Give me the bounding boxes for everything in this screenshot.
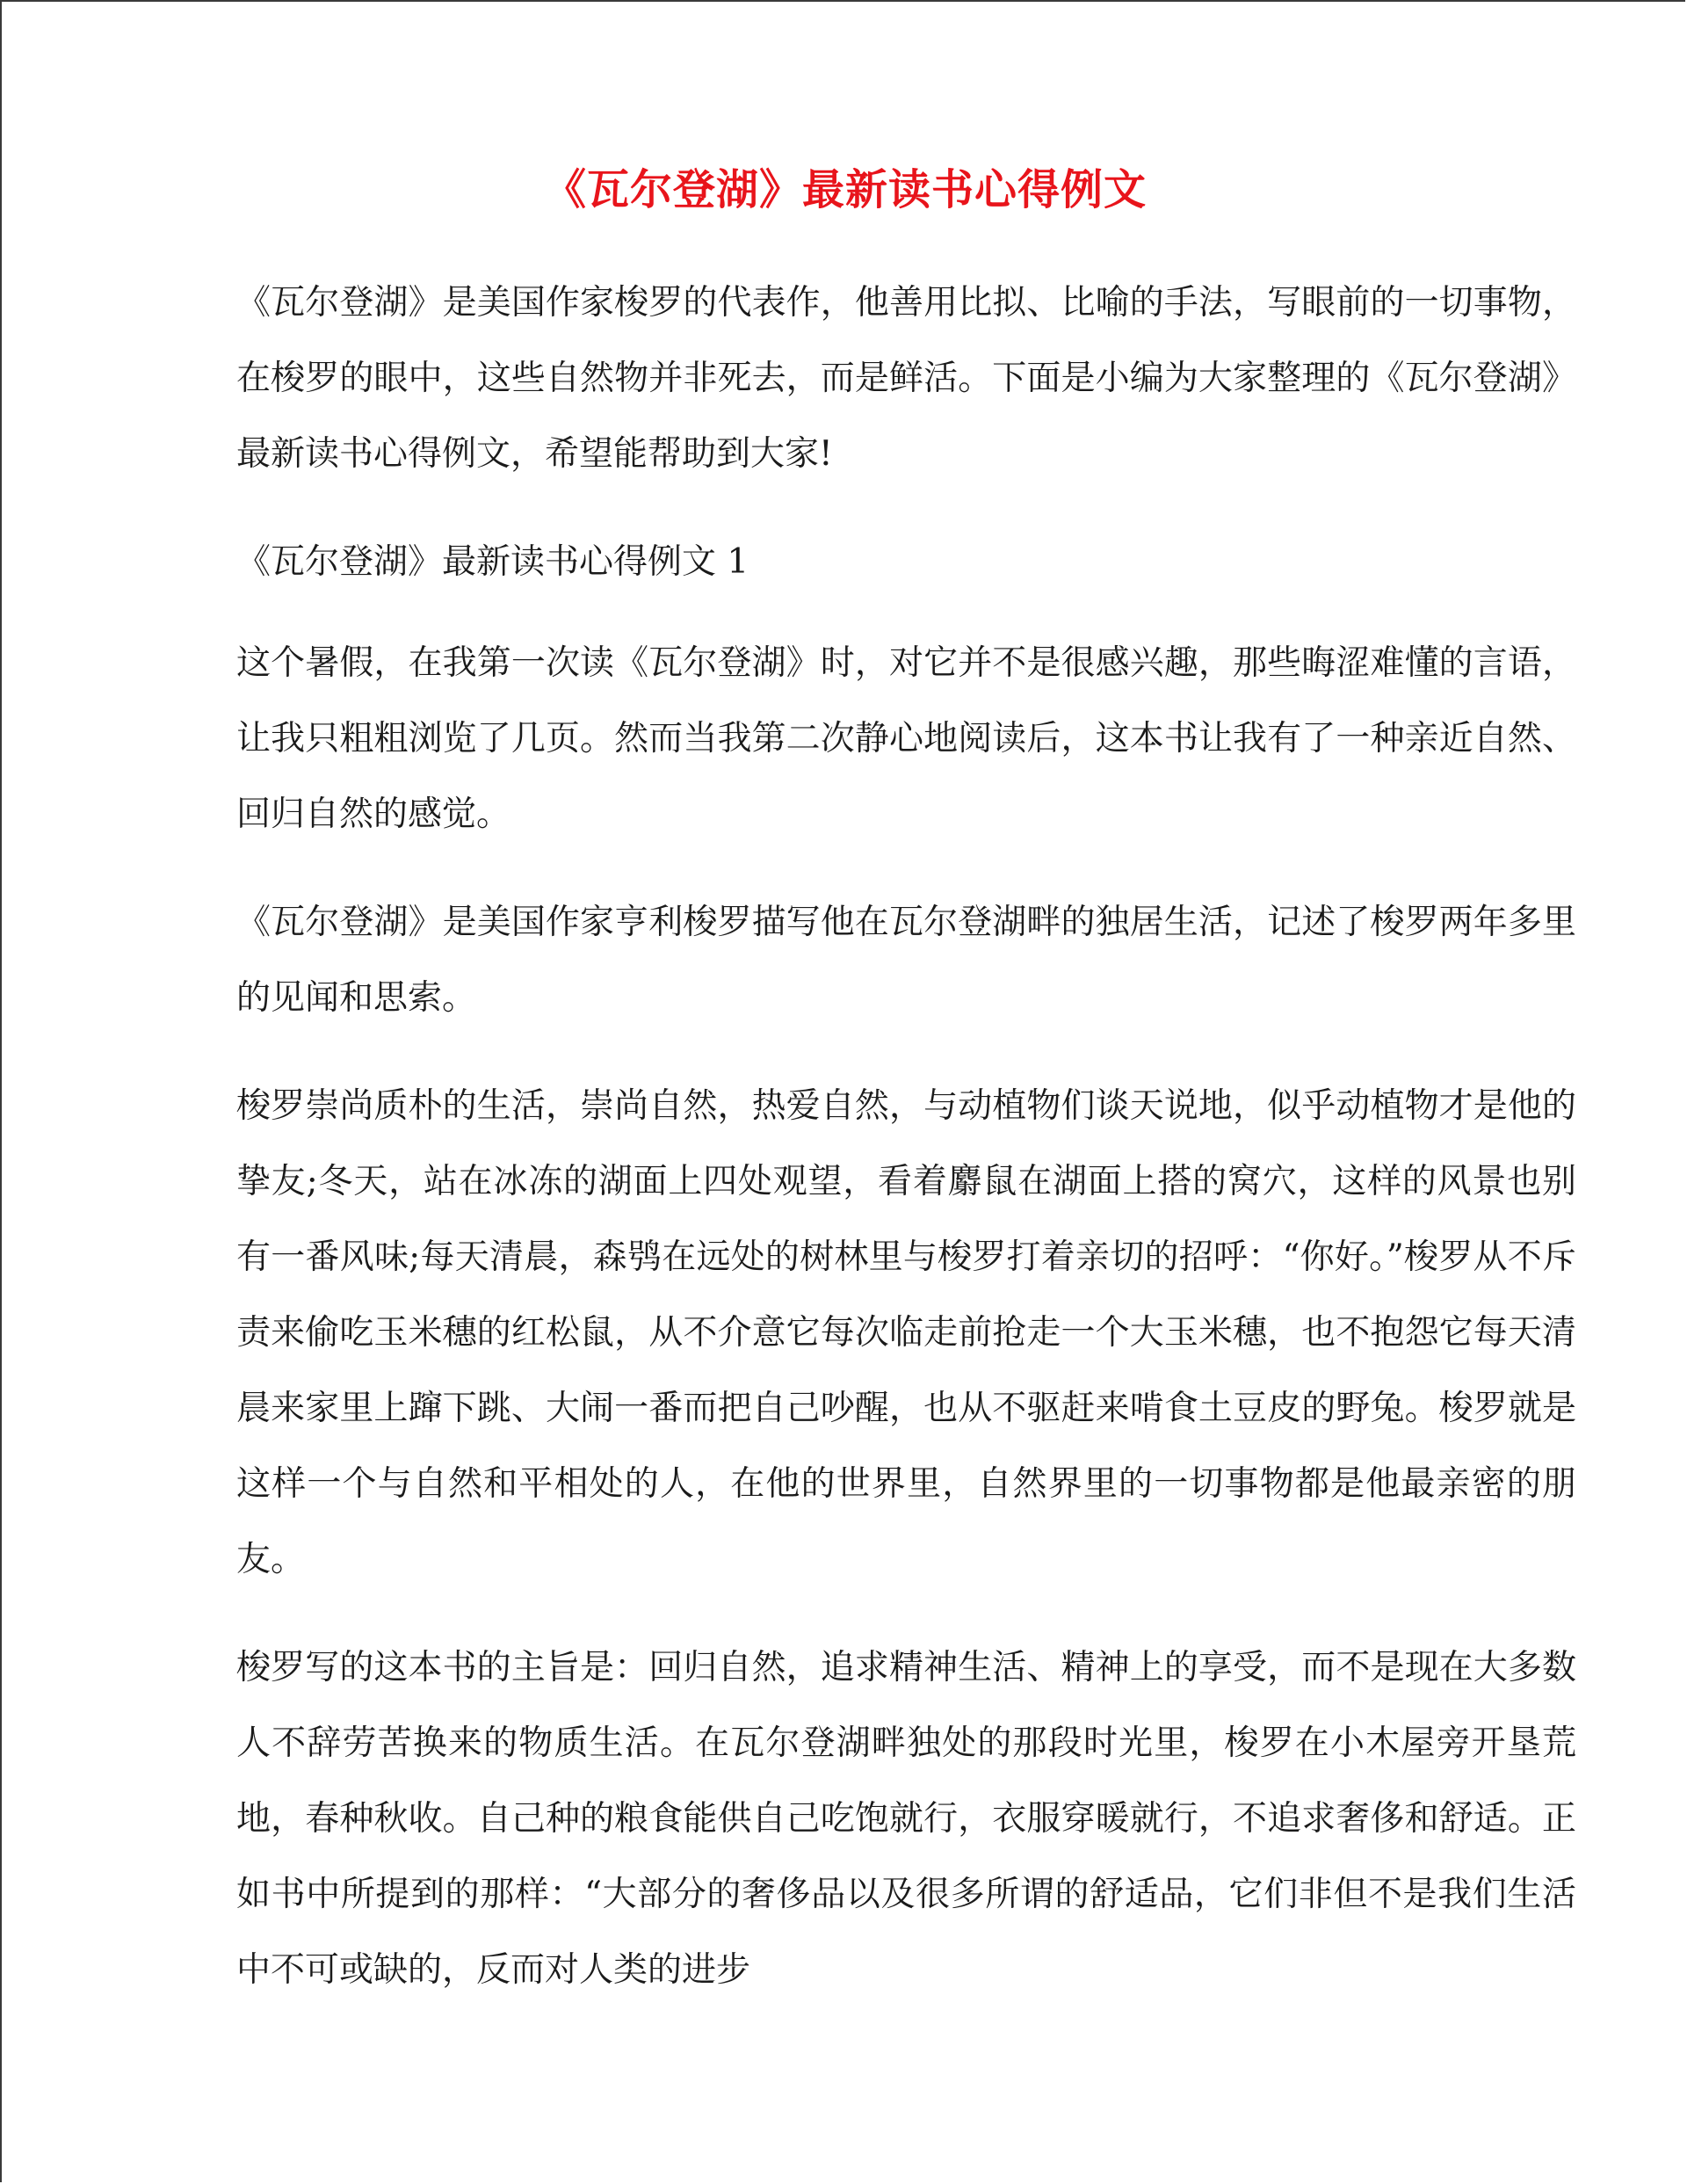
- body-paragraph: 梭罗崇尚质朴的生活，崇尚自然，热爱自然，与动植物们谈天说地，似乎动植物才是他的挚友;冬天，站在冰冻的湖面上四处观望，看着麝鼠在湖面上搭的窝穴，这样的风景也别有一番风味;每天清晨，森鸮在远处的树林里与梭罗打着亲切的招呼：“你好。”梭罗从不斥责来偷吃玉米穗的红松鼠，从不介意它每次临走前抢走一个大玉米穗，也不抱怨它每天清晨来家里上蹿下跳、大闹一番而把自己吵醒，也从不驱赶来啃食土豆皮的野兔。梭罗就是这样一个与自然和平相处的人，在他的世界里，自然界里的一切事物都是他最亲密的朋友。: [236, 1086, 1576, 1579]
- document-title: 《瓦尔登湖》最新读书心得例文: [543, 165, 1147, 214]
- intro-paragraph: 《瓦尔登湖》是美国作家梭罗的代表作，他善用比拟、比喻的手法，写眼前的一切事物，在梭罗的眼中，这些自然物并非死去，而是鲜活。下面是小编为大家整理的《瓦尔登湖》最新读书心得例文，希望能帮助到大家!: [236, 283, 1576, 474]
- body-paragraph: 《瓦尔登湖》是美国作家亨利梭罗描写他在瓦尔登湖畔的独居生活，记述了梭罗两年多里的见闻和思索。: [236, 903, 1576, 1018]
- document-body: [236, 265, 1576, 2041]
- body-paragraph: 梭罗写的这本书的主旨是：回归自然，追求精神生活、精神上的享受，而不是现在大多数人不辞劳苦换来的物质生活。在瓦尔登湖畔独处的那段时光里，梭罗在小木屋旁开垦荒地，春种秋收。自己种的粮食能供自己吃饱就行，衣服穿暖就行，不追求奢侈和舒适。正如书中所提到的那样：“大部分的奢侈品以及很多所谓的舒适品，它们非但不是我们生活中不可或缺的，反而对人类的进步: [236, 1648, 1576, 1990]
- body-paragraph: 这个暑假，在我第一次读《瓦尔登湖》时，对它并不是很感兴趣，那些晦涩难懂的言语，让我只粗粗浏览了几页。然而当我第二次静心地阅读后，这本书让我有了一种亲近自然、回归自然的感觉。: [236, 643, 1576, 834]
- section-heading: 《瓦尔登湖》最新读书心得例文 1: [236, 542, 749, 582]
